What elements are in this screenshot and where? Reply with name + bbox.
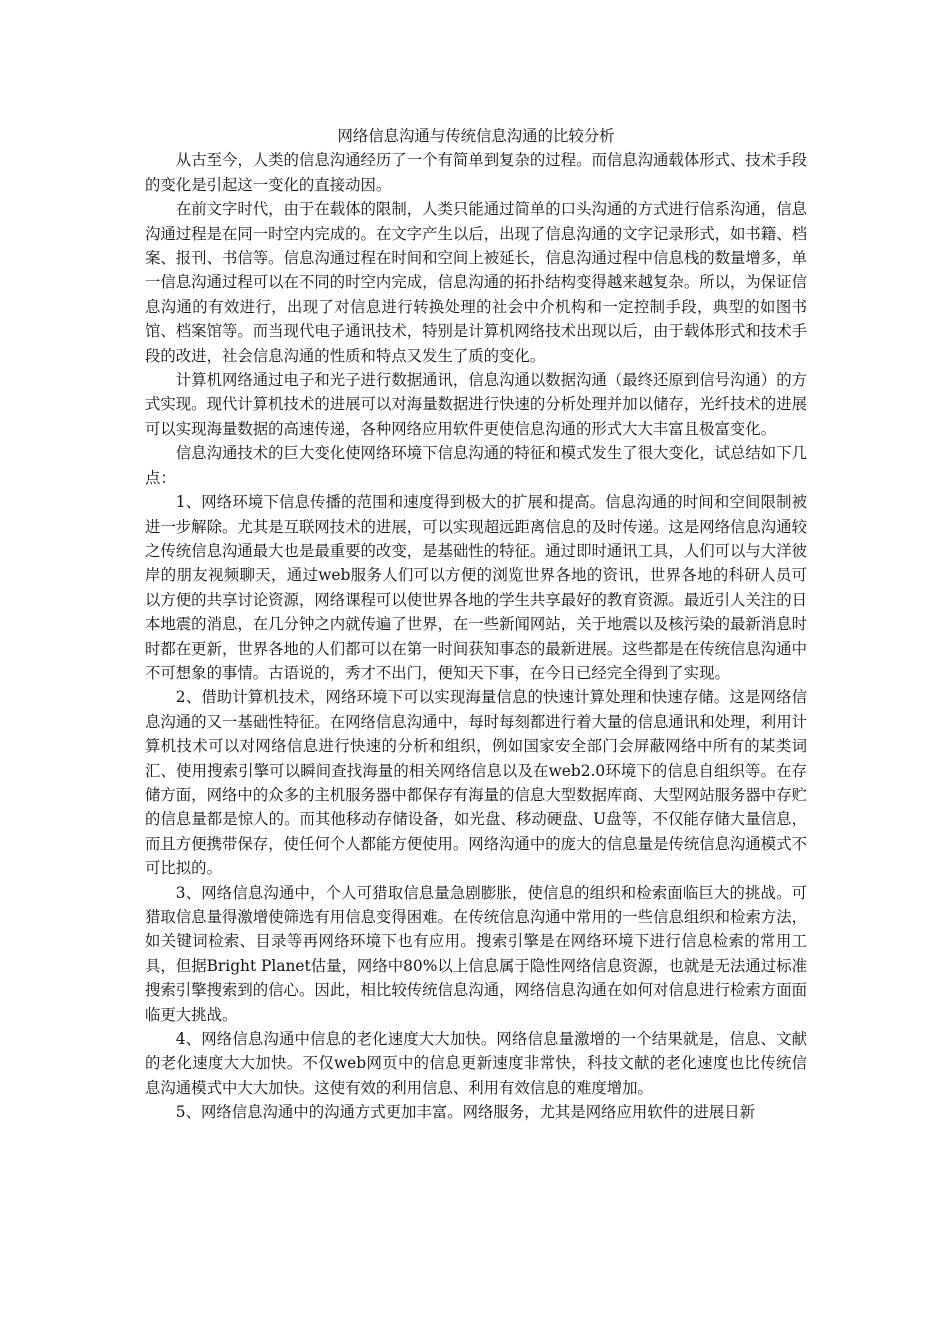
paragraph-point-4: 4、网络信息沟通中信息的老化速度大大加快。网络信息量激增的一个结果就是，信息、文献的老化速度大大加快。不仅web网页中的信息更新速度非常快，科技文献的老化速度也比传统信息沟通模式中大大加快。这使有效的利用信息、利用有效信息的难度增加。 (145, 1030, 807, 1097)
paragraph-point-5: 5、网络信息沟通中的沟通方式更加丰富。网络服务，尤其是网络应用软件的进展日新 (175, 1103, 756, 1122)
document-title: 网络信息沟通与传统信息沟通的比较分析 (337, 127, 615, 145)
paragraph-point-2: 2、借助计算机技术，网络环境下可以实现海量信息的快速计算处理和快速存储。这是网络信息沟通的又一基础性特征。在网络信息沟通中，每时每刻都进行着大量的信息通讯和处理，利用计算机技术可以对网络信息进行快速的分析和组织，例如国家安全部门会屏蔽网络中所有的某类词汇、使用搜索引擎可以瞬间查找海量的相关网络信息以及在web2.0环境下的信息自组织等。在存储方面，网络中的众多的主机服务器中都保存有海量的信息大型数据库商、大型网站服务器中存贮的信息量都是惊人的。而其他移动存储设备，如光盘、移动硬盘、U盘等，不仅能存储大量信息，而且方便携带保存，使任何个人都能方便使用。网络沟通中的庞大的信息量是传统信息沟通模式不可比拟的。 (145, 688, 807, 878)
paragraph-computer-network: 计算机网络通过电子和光子进行数据通讯，信息沟通以数据沟通（最终还原到信号沟通）的方式实现。现代计算机技术的进展可以对海量数据进行快速的分析处理并加以储存，光纤技术的进展可以实现海量数据的高速传递，各种网络应用软件更使信息沟通的形式大大丰富且极富变化。 (145, 371, 807, 438)
paragraph-intro: 从古至今，人类的信息沟通经历了一个有简单到复杂的过程。而信息沟通载体形式、技术手段的变化是引起这一变化的直接动因。 (145, 151, 807, 194)
paragraph-summary-lead: 信息沟通技术的巨大变化使网络环境下信息沟通的特征和模式发生了很大变化，试总结如下几点： (145, 444, 807, 487)
document-body (145, 124, 807, 1125)
paragraph-point-3: 3、网络信息沟通中，个人可猎取信息量急剧膨胀，使信息的组织和检索面临巨大的挑战。可猎取信息量得激增使筛选有用信息变得困难。在传统信息沟通中常用的一些信息组织和检索方法，如关键词检索、目录等再网络环境下也有应用。搜索引擎是在网络环境下进行信息检索的常用工具，但据Bright Planet估量，网络中80%以上信息属于隐性网络信息资源，也就是无法通过标准搜索引擎搜索到的信心。因此，相比较传统信息沟通，网络信息沟通在如何对信息进行检索方面面临更大挑战。 (145, 883, 807, 1024)
paragraph-point-1: 1、网络环境下信息传播的范围和速度得到极大的扩展和提高。信息沟通的时间和空间限制被进一步解除。尤其是互联网技术的进展，可以实现超远距离信息的及时传递。这是网络信息沟通较之传统信息沟通最大也是最重要的改变，是基础性的特征。通过即时通讯工具，人们可以与大洋彼岸的朋友视频聊天，通过web服务人们可以方便的浏览世界各地的资讯，世界各地的科研人员可以方便的共享讨论资源，网络课程可以使世界各地的学生共享最好的教育资源。最近引人关注的日本地震的消息，在几分钟之内就传遍了世界，在一些新闻网站，关于地震以及核污染的最新消息时时都在更新，世界各地的人们都可以在第一时间获知事态的最新进展。这些都是在传统信息沟通中不可想象的事情。古语说的，秀才不出门，便知天下事，在今日已经完全得到了实现。 (145, 493, 807, 682)
paragraph-pre-writing-era: 在前文字时代，由于在载体的限制，人类只能通过简单的口头沟通的方式进行信系沟通，信息沟通过程是在同一时空内完成的。在文字产生以后，出现了信息沟通的文字记录形式，如书籍、档案、报刊、书信等。信息沟通过程在时间和空间上被延长，信息沟通过程中信息栈的数量增多，单一信息沟通过程可以在不同的时空内完成，信息沟通的拓扑结构变得越来越复杂。所以，为保证信息沟通的有效进行，出现了对信息进行转换处理的社会中介机构和一定控制手段，典型的如图书馆、档案馆等。而当现代电子通讯技术，特别是计算机网络技术出现以后，由于载体形式和技术手段的改进，社会信息沟通的性质和特点又发生了质的变化。 (145, 200, 807, 365)
